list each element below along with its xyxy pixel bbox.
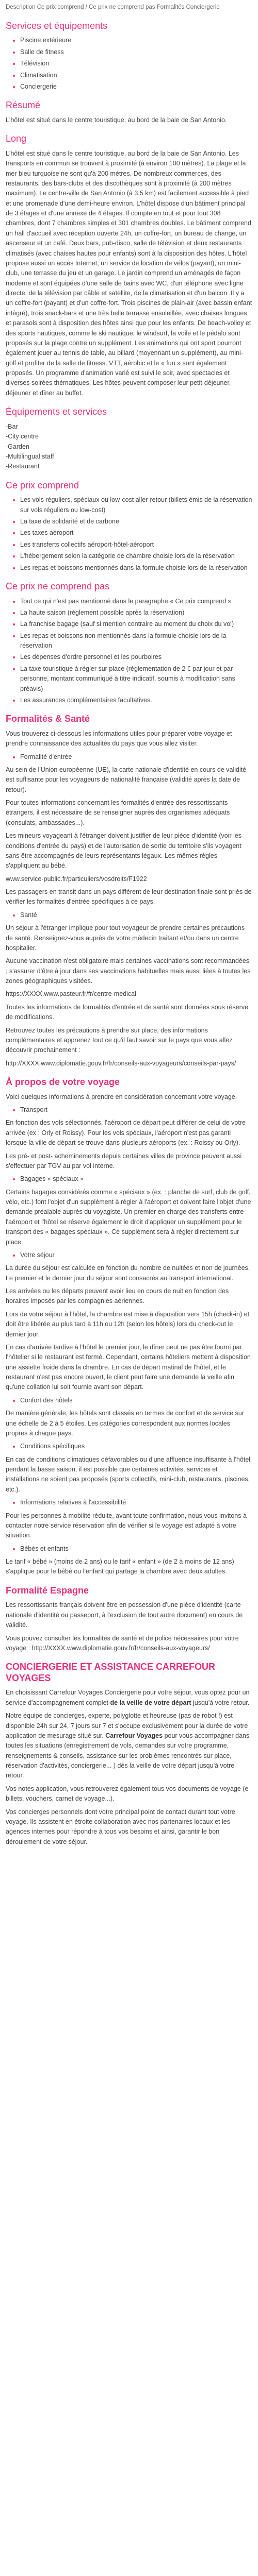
conditions-list [6, 1442, 252, 1451]
paragraph: En cas de conditions climatiques défavorables ou d'une affluence insuffisante à l'hôtel pendant la basse saison, il est possible que certaines activités, services et installations ne soient pas proposés (sports collectifs, mini-club, restaurants, piscines, etc.). [6, 1455, 251, 1493]
conciergerie-paragraph [6, 1711, 252, 1781]
list-item: • Formalité d'entrée [20, 752, 252, 762]
formalites-intro: Vous trouverez ci-dessous les informations utiles pour préparer votre voyage et prendre connaissance des actualités du pays que vous allez visiter. [6, 730, 232, 748]
equipement-line: -Restaurant [6, 463, 40, 470]
apropos-section [6, 1077, 252, 1577]
paragraph: En fonction des vols sélectionnés, l'aéroport de départ peut différer de celui de votre arrivée (ex : Orly et Roissy). Pour les vols spéciaux, l'aéroport n'est pas garanti lorsque la ville de départ se trouve dans plusieurs aéroports (ex. : Roissy ou Orly). [6, 1119, 246, 1147]
list-item: • Climatisation [20, 71, 252, 80]
list-item: • Conditions spécifiques [20, 1442, 252, 1451]
list-item: • Salle de fitness [20, 47, 252, 57]
paragraph: Les arrivées ou les départs peuvent avoir lieu en cours de nuit en fonction des horaires imposés par les compagnies aériennes. [6, 1287, 229, 1305]
apropos-title: À propos de votre voyage [6, 1077, 120, 1088]
list-item: • Transport [20, 1105, 252, 1115]
list-item: • Santé [20, 910, 252, 920]
equipement-line: -City centre [6, 433, 39, 440]
conciergerie-paragraph: Vos concierges personnels dont votre principal point de contact durant tout votre voyage. Ils assistent en étroite collaboration avec nos partenaires locaux et les agences internes pour répondre à tous vos besoins et ainsi, garantir le bon déroulement de votre séjour. [6, 1808, 235, 1845]
long-text: L'hôtel est situé dans le centre touristique, au bord de la baie de San Antonio. Les transports en commun se trouvent à proximité (à environ 100 mètres). La plage et la mer bleu turquoise ne sont qu'à 200 mètres. De nombreux commerces, des restaurants, des bars-clubs et des discothèques sont à proximité (à 200 mètres maximum). Le centre-ville de San Antonio (à 3,5 km) est facilement accessible à pied et une promenade d'une demi-heure environ. L'hôtel dispose d'un bâtiment principal de 3 étages et d'une annexe de 4 étages. Il compte en tout et pour tout 308 chambres, dont 7 chambres simples et 301 chambres doubles. Le bâtiment comprend un hall d'accueil avec réception ouverte 24h, un coffre-fort, un bureau de change, un ascenseur et un café. Deux bars, pub-disco, salle de télévision et deux restaurants climatisés (avec chaises hautes pour enfants) sont à la disposition des hôtes. L'hôtel propose aussi un accès Internet, un service de location de vélos (payant), un mini-club, une terrasse du jeu et un garage. Le jardin comprend un aménagés de façon moderne et sont équipées d'une salle de bains avec WC, d'un téléphone avec ligne directe, de la télévision par câble et satellite, de la climatisation et d'un balcon. Il y a un coffre-fort (payant) et d'un coffre-fort. Trois piscines de plain-air (avec bassin enfant intégré), trois snack-bars et une très belle terrasse ensoleillée, avec chaises longues et parasols sont à disposition des hôtes ainsi que pour les enfants. De beach-volley et des sports nautiques, comme le ski nautique, le windsurf, la voile et le pédalo sont proposés sur la plage contre un supplément. Les animations qui ont sport pourront également jouer au tennis de table, au billard (moyennant un supplément), au mini-golf et profiter de la salle de fitness. VTT, aérobic et le « fun » sont également proposés. Un programme d'animation varié est suivi le soir, avec spectacles et diverses soirées thématiques. Les hôtes peuvent composer leur petit-déjeuner, déjeuner et dîner au buffet. [6, 149, 252, 397]
list-item: • La taxe de solidarité et de carbone [20, 517, 252, 527]
list-item: • Tout ce qui n'est pas mentionné dans le paragraphe « Ce prix comprend » [20, 597, 252, 606]
prix-comprend-title: Ce prix comprend [6, 480, 79, 490]
text-span: Notre équipe de concierges, experte, polyglotte et heureuse (pas de robot !) est disponible 24h sur 24, 7 jours sur 7 et s'occupe exclusivement pour la durée de votre application de mesurage situé sur. [6, 1712, 248, 1739]
paragraph: Pour les personnes à mobilité réduite, avant toute confirmation, nous vous invitons à contacter notre service réservation afin de vérifier si le voyage est adapté à votre situation. [6, 1512, 247, 1539]
list-item: • Les vols réguliers, spéciaux ou low-cost aller-retour (billets émis de la réservation sur vols réguliers ou low-cost) [20, 495, 252, 515]
list-item: • L'hébergement selon la catégorie de chambre choisie lors de la réservation [20, 551, 252, 561]
paragraph: Certains bagages considérés comme « spéciaux » (ex. : planche de surf, club de golf, vélo, etc.) font l'objet d'un supplément à régler à l'aéroport et doivent faire l'objet d'une demande préalable auprès du voyagiste. Un premier en charge des transferts entre l'aéroport et l'hôtel se réserve également le droit d'appliquer un supplément pour le transport des « bagages spéciaux ». Ce supplément sera à régler directement sur place. [6, 1188, 251, 1246]
espagne-title: Formalité Espagne [6, 1585, 89, 1596]
text-span-bold: Carrefour Voyages [105, 1732, 163, 1739]
paragraph: Le tarif « bébé » (moins de 2 ans) ou le tarif « enfant » (de 2 à moins de 12 ans) s'applique pour le bébé ou l'enfant qui partage la chambre avec deux adultes. [6, 1558, 234, 1575]
list-item: • Piscine extérieure [20, 36, 252, 45]
paragraph: La durée du séjour est calculée en fonction du nombre de nuitées et non de journées. Le premier et le dernier jour du séjour sont consacrés au transport international. [6, 1264, 250, 1282]
list-item: • Les transferts collectifs aéroport-hôtel-aéroport [20, 540, 252, 550]
list-item: • Confort des hôtels [20, 1396, 252, 1405]
formalites-list [6, 752, 252, 762]
sejour-list [6, 1250, 252, 1260]
paragraph: Les passagers en transit dans un pays différent de leur destination finale sont priés de vérifier les formalités d'entrée spécifiques à ce pays. [6, 888, 252, 906]
paragraph: Vous pouvez consulter les formalités de santé et de police nécessaires pour votre voyage : http://XXXX.www.diplomatie.gouv.fr/fr/conseils-aux-voyageurs/ [6, 1634, 239, 1652]
services-section [6, 21, 252, 92]
conciergerie-section [6, 1662, 252, 1847]
text-span-bold: de la veille de votre départ [110, 1699, 191, 1706]
list-item: • La haute saison (réglement possible après la réservation) [20, 608, 252, 618]
list-item: • Informations relatives à l'accessibilité [20, 1498, 252, 1507]
conciergerie-paragraph: Vos notes application, vous retrouverez également tous vos documents de voyage (e-billets, vouchers, carnet de voyage...). [6, 1785, 251, 1803]
list-item: • Votre séjour [20, 1250, 252, 1260]
list-item: • Les dépenses d'ordre personnel et les pourboires [20, 652, 252, 662]
prix-ne-comprend-section [6, 581, 252, 705]
equipement-line: -Multilingual staff [6, 452, 54, 460]
paragraph: Les ressortissants français doivent être en possession d'une pièce d'identité (carte nationale d'identité ou passeport, à l'exclusion de tout autre document) en cours de validité. [6, 1601, 243, 1629]
long-title: Long [6, 133, 27, 144]
apropos-intro: Voici quelques informations à prendre en considération concernant votre voyage. [6, 1093, 237, 1100]
service-public-link[interactable]: www.service-public.fr/particuliers/vosdroits/F1922 [6, 875, 147, 883]
formalites-title: Formalités & Santé [6, 714, 90, 724]
list-item: • La taxe touristique à régler sur place (réglementation de 2 € par jour et par personne, montant communiqué à titre indicatif, soumis à modification sans préavis) [20, 664, 252, 694]
list-item: • Les repas et boissons non mentionnés dans la formule choisie lors de la réservation [20, 631, 252, 651]
list-item: • Bébés et enfants [20, 1544, 252, 1554]
equipement-line: -Garden [6, 443, 29, 450]
services-title: Services et équipements [6, 20, 108, 31]
prix-ne-comprend-list [6, 597, 252, 706]
paragraph: De manière générale, les hôtels sont classés en termes de confort et de service sur une échelle de 2 à 5 étoiles. Les catégories correspondent aux normes locales propres à chaque pays. [6, 1410, 245, 1437]
bagage-list [6, 1174, 252, 1184]
transport-list [6, 1105, 252, 1115]
list-item: • Conciergerie [20, 82, 252, 92]
equipements-title: Équipements et services [6, 406, 107, 417]
formalites-section [6, 714, 252, 1069]
pasteur-link[interactable]: https://XXXX.www.pasteur.fr/fr/centre-medical [6, 990, 136, 998]
text-span: jusqu'à votre retour. [191, 1699, 250, 1706]
list-item: • Les taxes aéroport [20, 528, 252, 538]
espagne-section [6, 1585, 252, 1653]
sante-list [6, 910, 252, 920]
long-section [6, 133, 252, 398]
paragraph: Au sein de l'Union européenne (UE), la carte nationale d'identité en cours de validité est suffisante pour les voyageurs de nationalité française (validité après la date de retour). [6, 766, 247, 793]
paragraph: Retrouvez toutes les précautions à prendre sur place, des informations complémentaires et apprenez tout ce qu'il faut savoir sur le pays que vous allez découvrir prochainement : [6, 1026, 233, 1054]
resume-title: Résumé [6, 100, 41, 111]
paragraph: Aucune vaccination n'est obligatoire mais certaines vaccinations sont recommandées ; s'assurer d'être à jour dans ses vaccinations habituelles mais aussi liées à toutes les zones géographiques visitées. [6, 957, 251, 985]
confort-list [6, 1396, 252, 1405]
paragraph: Un séjour à l'étranger implique pour tout voyageur de prendre certaines précautions de santé. Renseignez-vous auprès de votre médecin traitant et/ou dans un centre hospitalier. [6, 924, 245, 952]
prix-comprend-list [6, 495, 252, 573]
accessibilite-list [6, 1498, 252, 1507]
text-span: En choisissant Carrefour Voyages Conciergerie pour votre séjour, vous optez pour un service d'accompagnement complet [6, 1689, 250, 1706]
resume-section [6, 100, 252, 125]
paragraph: En cas d'arrivée tardive à l'hôtel le premier jour, le dîner peut ne pas être fourni par l'hôtelier si le restaurant est fermé. Cependant, certains hôteliers mettent à disposition une assiette froide dans la chambre. En cas de départ matinal de l'hôtel, et le restaurant n'est pas encore ouvert, le client peut faire une demande la veille afin qu'une collation lui soit fournie avant son départ. [6, 1343, 251, 1391]
prix-ne-comprend-title: Ce prix ne comprend pas [6, 581, 110, 591]
list-item: • La franchise bagage (sauf si mention contraire au moment du choix du vol) [20, 619, 252, 629]
conciergerie-title: CONCIERGERIE ET ASSISTANCE CARREFOUR VOYAGES [6, 1662, 216, 1683]
paragraph: Lors de votre séjour à l'hôtel, la chambre est mise à disposition vers 15h (check-in) et doit être libérée au plus tard à 11h ou 12h (selon les hôtels) lors du check-out le dernier jour. [6, 1310, 250, 1338]
paragraph: Toutes les informations de formalités d'entrée et de santé sont données sous réserve de modifications. [6, 1003, 249, 1021]
resume-text: L'hôtel est situé dans le centre touristique, au bord de la baie de San Antonio. [6, 116, 227, 124]
breadcrumb[interactable]: Description Ce prix comprend / Ce prix ne comprend pas Formalités Conciergerie [6, 4, 220, 10]
paragraph: Les pré- et post- acheminements depuis certaines villes de province peuvent aussi s'effectuer par TGV au par vol interne. [6, 1152, 242, 1170]
list-item: • Télévision [20, 59, 252, 69]
prix-comprend-section [6, 480, 252, 573]
paragraph: Les mineurs voyageant à l'étranger doivent justifier de leur pièce d'identité (voir les conditions d'entrée du pays) et de l'autorisation de sortie du territoire s'ils voyagent sans être accompagnés de leurs représentants légaux. Les mêmes règles s'appliquent au bébé. [6, 832, 242, 870]
equipement-line: -Bar [6, 422, 18, 430]
list-item: • Bagages « spéciaux » [20, 1174, 252, 1184]
list-item: • Les assurances complémentaires facultatives. [20, 696, 252, 705]
text-span: pour vous accompagner dans toutes les situations (enregistrement de vols, demandes sur votre programme, renseignements & conseils, assistance sur les problèmes rencontrés sur place, réservation d'activités, conciergerie... ) dès la veille de votre départ jusqu'à votre retour. [6, 1732, 250, 1780]
paragraph: Pour toutes informations concernant les formalités d'entrée des ressortissants étrangers, il est nécessaire de se renseigner auprès des organismes adéquats (consulats, ambassades...). [6, 799, 230, 826]
bebe-list [6, 1544, 252, 1554]
services-list [6, 36, 252, 92]
list-item: • Les repas et boissons mentionnés dans la formule choisie lors de la réservation [20, 563, 252, 573]
diplomatie-link[interactable]: http://XXXX.www.diplomatie.gouv.fr/fr/conseils-aux-voyageurs/conseils-par-pays/ [6, 1059, 236, 1067]
equipements-section [6, 406, 252, 471]
conciergerie-paragraph [6, 1688, 252, 1708]
